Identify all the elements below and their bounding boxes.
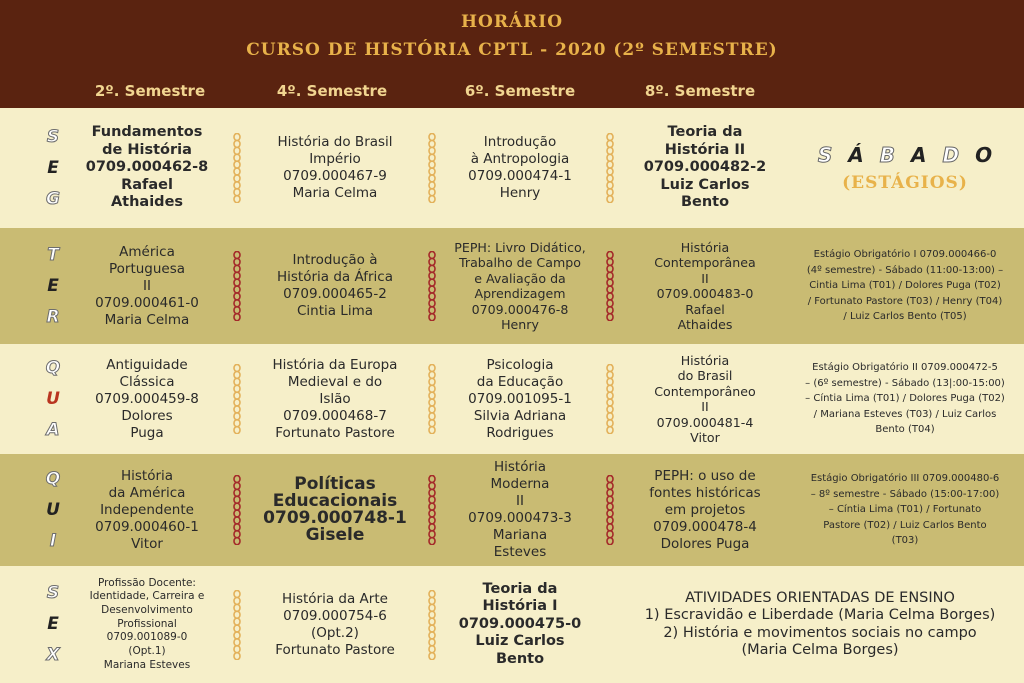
day-letter: T — [47, 244, 59, 265]
saturday-title: S Á B A D O — [817, 143, 993, 167]
class-cell: História Moderna II 0709.000473-3 Mariana Esteves — [468, 459, 572, 560]
chain-divider — [232, 364, 242, 434]
day-letter: S — [46, 126, 60, 147]
class-cell: História da Arte 0709.000754-6 (Opt.2) Fortunato Pastore — [275, 590, 395, 658]
class-cell: Psicologia da Educação 0709.001095-1 Silvia Adriana Rodrigues — [468, 356, 572, 441]
day-label-seg — [40, 108, 66, 228]
header-banner — [0, 0, 1024, 108]
chain-divider — [232, 251, 242, 321]
class-cell: História do Brasil Contemporâneo II 0709.000481-4 Vitor — [654, 352, 756, 445]
chain-divider — [427, 133, 437, 203]
day-letter: E — [47, 157, 59, 178]
day-label-qua — [40, 344, 66, 454]
class-cell: História da América Independente 0709.000460-1 Vitor — [95, 467, 199, 552]
day-label-sex — [40, 566, 66, 683]
semester-header-4: 4º. Semestre — [276, 82, 388, 100]
day-letter: Q — [45, 357, 61, 378]
class-cell: Teoria da História II 0709.000482-2 Luiz Carlos Bento — [643, 124, 767, 211]
class-cell: Profissão Docente: Identidade, Carreira e Desenvolvimento Profissional 0709.001089-0 (Opt.1) Mariana Esteves — [89, 576, 205, 671]
saturday-internships — [790, 108, 1020, 228]
day-label-ter — [40, 228, 66, 344]
internships-label: (ESTÁGIOS) — [842, 173, 968, 193]
class-cell: História do Brasil Império 0709.000467-9 Maria Celma — [277, 134, 393, 201]
class-cell: América Portuguesa II 0709.000461-0 Maria Celma — [95, 243, 199, 328]
row-quinta — [0, 454, 1024, 566]
day-label-qui — [40, 454, 66, 566]
day-letter: U — [46, 388, 60, 409]
row-sexta — [0, 566, 1024, 683]
day-letter: S — [46, 583, 60, 603]
class-cell: PEPH: Livro Didático, Trabalho de Campo e Avaliação da Aprendizagem 0709.000476-8 Henry — [454, 239, 586, 332]
chain-divider — [427, 590, 437, 660]
day-letter: X — [46, 645, 60, 665]
day-letter: E — [47, 614, 59, 634]
chain-divider — [232, 133, 242, 203]
class-cell: História da Europa Medieval e do Islão 0709.000468-7 Fortunato Pastore — [272, 356, 398, 441]
chain-divider — [427, 251, 437, 321]
row-quarta — [0, 344, 1024, 454]
internship-info: Estágio Obrigatório I 0709.000466-0 (4º semestre) - Sábado (11:00-13:00) – Cintia Lima (T01) / Dolores Puga (T02) / Fortunato Pastore (T03) / Henry (T04) / Luiz Carlos Bento (T05) — [806, 249, 1004, 323]
day-letter: G — [46, 188, 60, 209]
class-cell: Introdução à Antropologia 0709.000474-1 Henry — [468, 134, 572, 201]
chain-divider — [605, 133, 615, 203]
semester-header-8: 8º. Semestre — [644, 82, 756, 100]
day-letter: U — [46, 499, 60, 520]
semester-header-6: 6º. Semestre — [464, 82, 576, 100]
row-terca — [0, 228, 1024, 344]
internship-info: Estágio Obrigatório II 0709.000472-5 – (6º semestre) - Sábado (13|:00-15:00) – Cíntia Lima (T01) / Dolores Puga (T02) / Mariana Esteves (T03) / Luiz Carlos Bento (T04) — [805, 362, 1005, 436]
page-title: HORÁRIO — [460, 12, 564, 32]
class-cell: Antiguidade Clássica 0709.000459-8 Dolores Puga — [95, 356, 199, 441]
class-cell: Introdução à História da África 0709.000465-2 Cintia Lima — [277, 252, 393, 319]
day-letter: Q — [45, 468, 61, 489]
chain-divider — [427, 475, 437, 545]
class-cell: Teoria da História I 0709.000475-0 Luiz Carlos Bento — [458, 580, 582, 667]
day-letter: E — [47, 275, 59, 296]
class-cell: Fundamentos de História 0709.000462-8 Rafael Athaides — [85, 124, 209, 211]
row-segunda — [0, 108, 1024, 228]
semester-header-2: 2º. Semestre — [94, 82, 206, 100]
chain-divider — [605, 364, 615, 434]
chain-divider — [232, 475, 242, 545]
class-cell: Políticas Educacionais 0709.000748-1 Gisele — [263, 474, 407, 545]
chain-divider — [427, 364, 437, 434]
chain-divider — [605, 251, 615, 321]
page-subtitle: CURSO DE HISTÓRIA CPTL - 2020 (2º SEMESTRE) — [246, 40, 778, 60]
internship-info: Estágio Obrigatório III 0709.000480-6 – 8º semestre - Sábado (15:00-17:00) – Cíntia Lima (T01) / Fortunato Pastore (T02) / Luiz Carlos Bento (T03) — [810, 473, 1000, 547]
day-letter: R — [46, 306, 60, 327]
class-cell: PEPH: o uso de fontes históricas em projetos 0709.000478-4 Dolores Puga — [649, 467, 761, 552]
chain-divider — [605, 475, 615, 545]
oriented-activities: ATIVIDADES ORIENTADAS DE ENSINO 1) Escravidão e Liberdade (Maria Celma Borges) 2) História e movimentos sociais no campo (Maria Celma Borges) — [644, 589, 996, 658]
class-cell: História Contemporânea II 0709.000483-0 Rafael Athaides — [654, 239, 756, 332]
day-letter: A — [46, 419, 60, 440]
chain-divider — [232, 590, 242, 660]
day-letter: I — [49, 530, 57, 551]
